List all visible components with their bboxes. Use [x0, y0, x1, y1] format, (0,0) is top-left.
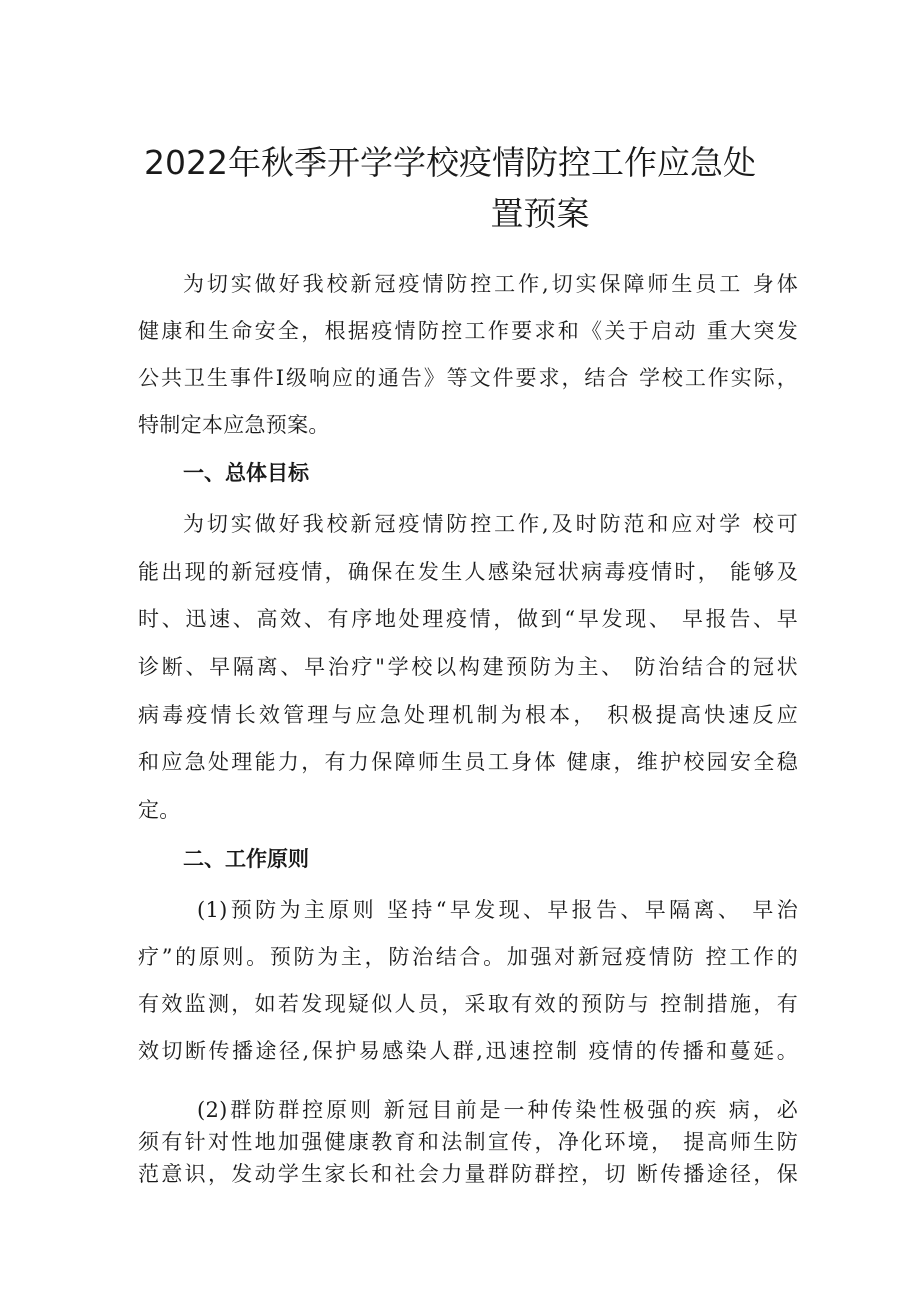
principle-2-line-1: (2)群防群控原则 新冠目前是一种传染性极强的疾 病，必 [197, 1098, 798, 1122]
intro-line-1: 为切实做好我校新冠疫情防控工作,切实保障师生员工 身体 [183, 272, 798, 296]
section-1-line-4: 诊断、早隔离、早治疗"学校以构建预防为主、 防治结合的冠状 [138, 655, 798, 679]
principle-1-line-4: 效切断传播途径,保护易感染人群,迅速控制 疫情的传播和蔓延。 [138, 1039, 798, 1063]
principle-1-line-2: 疗”的原则。预防为主，防治结合。加强对新冠疫情防 控工作的 [138, 945, 798, 969]
section-1-line-6: 和应急处理能力，有力保障师生员工身体 健康，维护校园安全稳 [138, 750, 798, 774]
document-title-line-1: 2022年秋季开学学校疫情防控工作应急处 [144, 143, 756, 182]
section-1-line-3: 时、迅速、高效、有序地处理疫情，做到“早发现、 早报告、早 [138, 607, 798, 631]
document-title-line-2: 置预案 [490, 194, 590, 233]
section-1-line-5: 病毒疫情长效管理与应急处理机制为根本， 积极提高快速反应 [138, 703, 798, 727]
principle-2-line-2: 须有针对性地加强健康教育和法制宣传，净化环境， 提高师生防 [138, 1130, 798, 1154]
section-1-line-1: 为切实做好我校新冠疫情防控工作,及时防范和应对学 校可 [183, 512, 798, 536]
section-2-heading: 二、工作原则 [183, 847, 309, 871]
intro-line-4: 特制定本应急预案。 [138, 413, 330, 437]
section-1-line-7: 定。 [138, 798, 181, 822]
principle-1-line-1: (1)预防为主原则 坚持“早发现、早报告、早隔离、 早治 [197, 898, 798, 922]
intro-line-2: 健康和生命安全，根据疫情防控工作要求和《关于启动 重大突发 [138, 319, 798, 343]
principle-1-line-3: 有效监测，如若发现疑似人员，采取有效的预防与 控制措施，有 [138, 992, 798, 1016]
section-1-line-2: 能出现的新冠疫情，确保在发生人感染冠状病毒疫情时， 能够及 [138, 560, 798, 584]
intro-line-3: 公共卫生事件I级响应的通告》等文件要求，结合 学校工作实际， [138, 366, 798, 390]
principle-2-line-3: 范意识，发动学生家长和社会力量群防群控，切 断传播途径，保 [138, 1162, 798, 1186]
section-1-heading: 一、总体目标 [183, 461, 309, 485]
